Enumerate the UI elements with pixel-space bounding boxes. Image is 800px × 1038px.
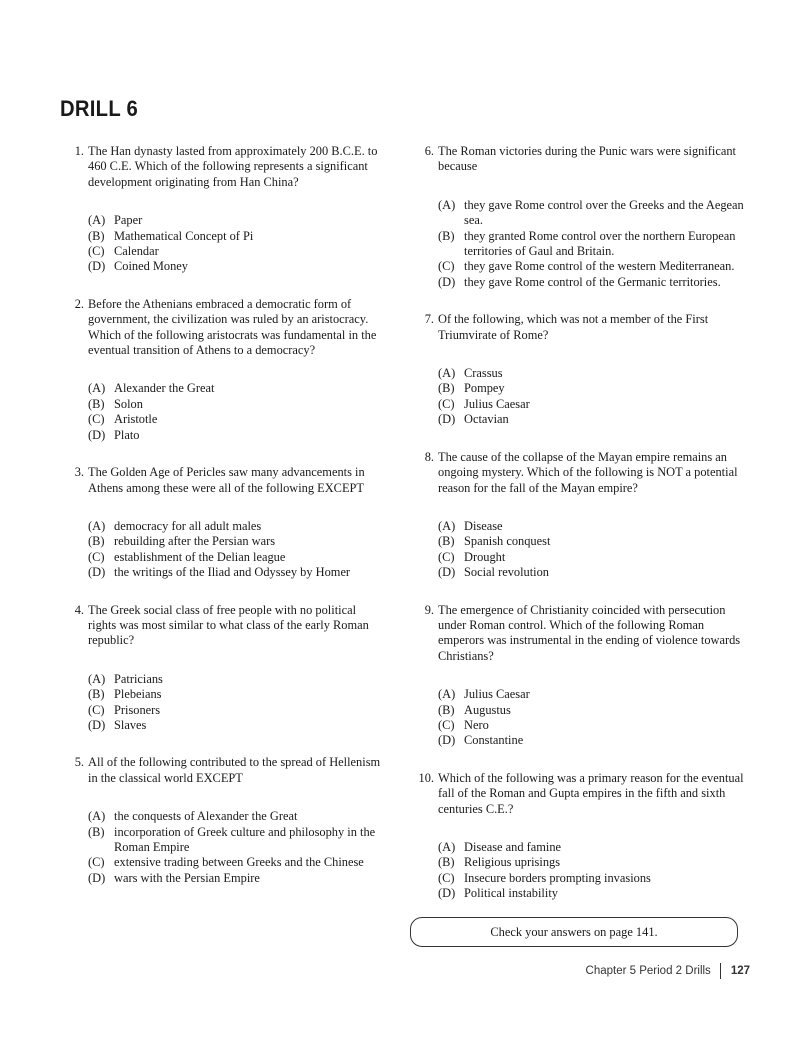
- option-text: Nero: [464, 717, 489, 732]
- question-number: 4.: [74, 602, 84, 617]
- question: [416, 144, 746, 290]
- answer-option: [438, 412, 746, 427]
- answer-option: [88, 244, 386, 259]
- option-letter: (B): [438, 702, 455, 717]
- option-letter: (A): [88, 518, 106, 533]
- option-text: Solon: [114, 396, 143, 411]
- option-text: Pompey: [464, 381, 505, 396]
- option-text: Insecure borders prompting invasions: [464, 870, 651, 885]
- option-letter: (D): [88, 565, 106, 580]
- option-letter: (C): [438, 259, 455, 274]
- answer-option: [438, 886, 746, 901]
- answer-options: [88, 672, 386, 734]
- option-text: Drought: [464, 549, 506, 564]
- question-stem: The cause of the collapse of the Mayan empire remains an ongoing mystery. Which of the following is NOT a potential reason for the fall of the Mayan empire?: [438, 449, 738, 495]
- question-stem: The Han dynasty lasted from approximately 200 B.C.E. to 460 C.E. Which of the following represents a significant development originating from Han China?: [88, 144, 378, 189]
- answer-option: [88, 871, 386, 886]
- option-text: Constantine: [464, 733, 524, 748]
- answer-option: [88, 397, 386, 412]
- option-text: incorporation of Greek culture and philosophy in the Roman Empire: [114, 824, 376, 854]
- answer-option: [438, 229, 746, 260]
- option-letter: (A): [88, 809, 106, 824]
- option-letter: (C): [88, 244, 105, 259]
- option-letter: (C): [438, 549, 455, 564]
- option-text: wars with the Persian Empire: [114, 870, 260, 885]
- answer-options: [438, 198, 746, 290]
- question-stem: The emergence of Christianity coincided with persecution under Roman control. Which of the following Roman emperors was instrumental in the ending of violence towards Christians?: [438, 602, 741, 663]
- answer-option: [438, 871, 746, 886]
- answer-option: [88, 259, 386, 274]
- answer-option: [438, 534, 746, 549]
- option-letter: (B): [88, 534, 105, 549]
- option-letter: (A): [438, 197, 456, 212]
- option-text: Mathematical Concept of Pi: [114, 228, 254, 243]
- option-letter: (D): [438, 412, 456, 427]
- option-text: they gave Rome control over the Greeks and the Aegean sea.: [464, 197, 744, 228]
- option-letter: (A): [438, 366, 456, 381]
- option-letter: (C): [88, 855, 105, 870]
- question: [416, 603, 746, 749]
- answer-option: [438, 519, 746, 534]
- option-letter: (C): [88, 549, 105, 564]
- answer-option: [88, 672, 386, 687]
- answer-option: [88, 703, 386, 718]
- question-number: 8.: [424, 449, 434, 464]
- option-text: extensive trading between Greeks and the Chinese: [114, 855, 364, 870]
- option-letter: (D): [88, 259, 106, 274]
- option-text: Spanish conquest: [464, 534, 551, 549]
- option-text: Political instability: [464, 886, 558, 901]
- option-letter: (D): [438, 733, 456, 748]
- answer-option: [438, 259, 746, 274]
- page-footer: [586, 963, 750, 979]
- option-letter: (B): [88, 687, 105, 702]
- option-text: Slaves: [114, 717, 147, 732]
- option-text: the writings of the Iliad and Odyssey by Homer: [114, 565, 351, 580]
- question-number: 2.: [74, 296, 84, 311]
- answer-option: [438, 840, 746, 855]
- answer-options: [438, 840, 746, 902]
- option-text: Social revolution: [464, 565, 549, 580]
- answer-options: [88, 381, 386, 443]
- chapter-label: Chapter 5 Period 2 Drills: [585, 965, 711, 977]
- answer-option: [438, 733, 746, 748]
- answer-option: [88, 855, 386, 870]
- footer-divider: [720, 963, 721, 979]
- option-letter: (D): [88, 870, 106, 885]
- answer-option: [88, 381, 386, 396]
- option-text: Paper: [114, 213, 143, 228]
- question: [66, 144, 386, 275]
- option-text: Patricians: [114, 671, 163, 686]
- answer-option: [438, 397, 746, 412]
- option-text: Coined Money: [114, 259, 188, 274]
- answer-option: [438, 550, 746, 565]
- option-letter: (C): [88, 702, 105, 717]
- answer-options: [438, 366, 746, 428]
- page-title: DRILL 6: [60, 96, 139, 121]
- answer-option: [88, 718, 386, 733]
- question-number: 1.: [74, 144, 84, 158]
- answer-option: [438, 381, 746, 396]
- question: [66, 297, 386, 443]
- question-number: 7.: [424, 312, 434, 327]
- option-letter: (A): [88, 671, 106, 686]
- answer-option: [88, 550, 386, 565]
- answer-option: [88, 229, 386, 244]
- answer-option: [88, 687, 386, 702]
- answer-options: [438, 687, 746, 749]
- option-text: Disease: [464, 518, 503, 533]
- left-column: [66, 144, 386, 908]
- answer-option: [88, 213, 386, 228]
- question-stem: The Roman victories during the Punic wars were significant because: [438, 144, 736, 174]
- option-text: Disease and famine: [464, 840, 562, 854]
- option-letter: (B): [88, 824, 105, 839]
- question: [416, 312, 746, 427]
- option-text: Crassus: [464, 366, 503, 381]
- answer-option: [88, 565, 386, 580]
- question: [66, 755, 386, 886]
- answer-option: [88, 534, 386, 549]
- option-text: Religious uprisings: [464, 855, 561, 870]
- option-letter: (C): [438, 717, 455, 732]
- answer-option: [88, 519, 386, 534]
- answer-option: [438, 703, 746, 718]
- option-letter: (B): [88, 396, 105, 411]
- answer-option: [88, 428, 386, 443]
- option-letter: (D): [438, 886, 456, 901]
- option-text: Alexander the Great: [114, 381, 215, 396]
- question: [66, 465, 386, 580]
- option-letter: (B): [88, 228, 105, 243]
- option-letter: (A): [438, 518, 456, 533]
- option-text: Prisoners: [114, 702, 161, 717]
- option-text: they gave Rome control of the western Mediterranean.: [464, 259, 735, 274]
- option-letter: (B): [438, 534, 455, 549]
- question: [416, 771, 746, 902]
- option-text: Plebeians: [114, 687, 162, 702]
- question-number: 10.: [418, 770, 434, 785]
- answer-option: [438, 275, 746, 290]
- option-text: the conquests of Alexander the Great: [114, 809, 298, 824]
- option-text: democracy for all adult males: [114, 518, 262, 533]
- answer-option: [88, 412, 386, 427]
- answer-options: [88, 213, 386, 275]
- answer-option: [438, 198, 746, 229]
- question-stem: Which of the following was a primary reason for the eventual fall of the Roman and Gupta empires in the fifth and sixth centuries C.E.?: [438, 770, 744, 816]
- option-text: Julius Caesar: [464, 396, 530, 411]
- answer-options: [438, 519, 746, 581]
- option-letter: (D): [438, 565, 456, 580]
- answer-option: [438, 687, 746, 702]
- question: [66, 603, 386, 734]
- option-letter: (D): [88, 427, 106, 442]
- answer-option: [88, 809, 386, 824]
- question-number: 5.: [74, 755, 84, 770]
- option-text: Plato: [114, 427, 140, 442]
- option-text: they gave Rome control of the Germanic territories.: [464, 274, 721, 289]
- answer-option: [438, 718, 746, 733]
- option-text: Julius Caesar: [464, 687, 530, 702]
- option-letter: (A): [88, 381, 106, 396]
- option-text: Calendar: [114, 244, 159, 259]
- option-text: establishment of the Delian league: [114, 549, 286, 564]
- option-letter: (B): [438, 381, 455, 396]
- answer-option: [438, 855, 746, 870]
- option-text: Aristotle: [114, 412, 158, 427]
- question-stem: Of the following, which was not a member of the First Triumvirate of Rome?: [438, 312, 709, 342]
- option-text: Augustus: [464, 702, 511, 717]
- option-text: they granted Rome control over the northern European territories of Gaul and Britain.: [464, 228, 736, 259]
- option-letter: (B): [438, 228, 455, 243]
- answer-option: [88, 825, 386, 856]
- question-stem: The Greek social class of free people with no political rights was most similar to what class of the early Roman republic?: [88, 602, 369, 648]
- question-stem: Before the Athenians embraced a democratic form of government, the civilization was ruled by an aristocracy. Which of the following aristocrats was fundamental in the eventual transition of Athens to a democracy?: [88, 296, 377, 358]
- option-letter: (C): [438, 396, 455, 411]
- question: [416, 450, 746, 581]
- page-number: 127: [730, 965, 750, 977]
- option-letter: (A): [438, 840, 456, 854]
- question-number: 3.: [74, 465, 84, 480]
- option-text: rebuilding after the Persian wars: [114, 534, 276, 549]
- question-number: 9.: [424, 602, 434, 617]
- option-text: Octavian: [464, 412, 509, 427]
- answer-options: [88, 519, 386, 581]
- question-stem: All of the following contributed to the spread of Hellenism in the classical world EXCEPT: [88, 755, 381, 785]
- question-number: 6.: [424, 144, 434, 158]
- option-letter: (C): [88, 412, 105, 427]
- answer-option: [438, 366, 746, 381]
- option-letter: (A): [438, 687, 456, 702]
- option-letter: (D): [88, 717, 106, 732]
- answer-option: [438, 565, 746, 580]
- answer-check-box: Check your answers on page 141.: [410, 917, 738, 947]
- option-letter: (A): [88, 213, 106, 228]
- question-stem: The Golden Age of Pericles saw many advancements in Athens among these were all of the following EXCEPT: [88, 465, 365, 495]
- option-letter: (D): [438, 274, 456, 289]
- option-letter: (B): [438, 855, 455, 870]
- answer-options: [88, 809, 386, 886]
- right-column: [416, 144, 746, 924]
- option-letter: (C): [438, 870, 455, 885]
